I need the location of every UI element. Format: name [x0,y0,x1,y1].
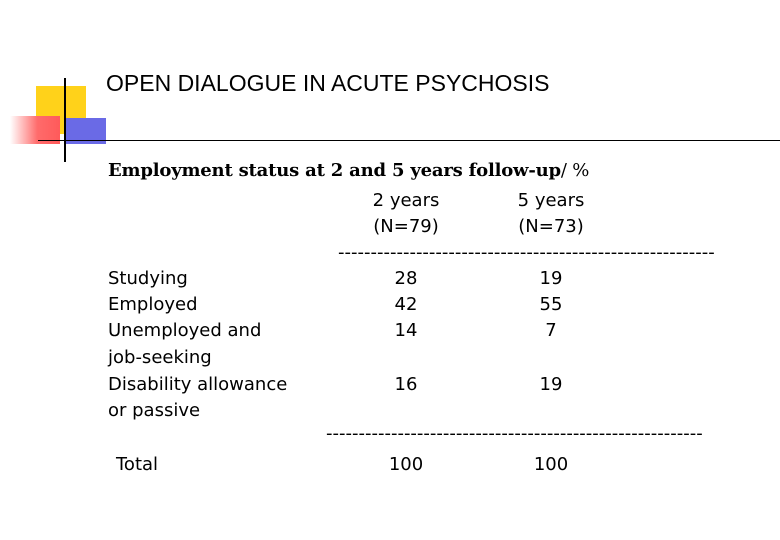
col-header-2-years: 2 years [372,190,440,211]
row-label-unemployed: Unemployed and [108,320,262,341]
row-label-unemployed-line2: job-seeking [108,347,212,368]
slide-title: OPEN DIALOGUE IN ACUTE PSYCHOSIS [106,70,550,96]
table-heading-text: Employment status at 2 and 5 years follow-up [108,160,561,181]
decor-vertical-line [64,78,66,162]
cell-studying-5y: 19 [539,268,563,289]
cell-disability-5y: 19 [539,374,563,395]
cell-total-2y: 100 [388,454,424,475]
table-heading-suffix: / % [560,160,590,181]
cell-total-5y: 100 [533,454,569,475]
separator-top: ---------------------------------------------------------- [338,242,715,263]
cell-studying-2y: 28 [394,268,418,289]
row-label-employed: Employed [108,294,198,315]
cell-employed-5y: 55 [539,294,563,315]
row-label-studying: Studying [108,268,188,289]
col-n-2-years: (N=79) [373,216,439,237]
cell-unemployed-2y: 14 [394,320,418,341]
col-n-5-years: (N=73) [518,216,584,237]
cell-disability-2y: 16 [394,374,418,395]
title-underline [38,140,780,141]
cell-unemployed-5y: 7 [545,320,557,341]
row-label-disability-line2: or passive [108,400,201,421]
col-header-5-years: 5 years [517,190,585,211]
separator-bottom: ---------------------------------------------------------- [326,423,703,444]
cell-employed-2y: 42 [394,294,418,315]
row-label-total: Total [116,454,159,475]
row-label-disability: Disability allowance [108,374,288,395]
table-heading [108,160,589,181]
